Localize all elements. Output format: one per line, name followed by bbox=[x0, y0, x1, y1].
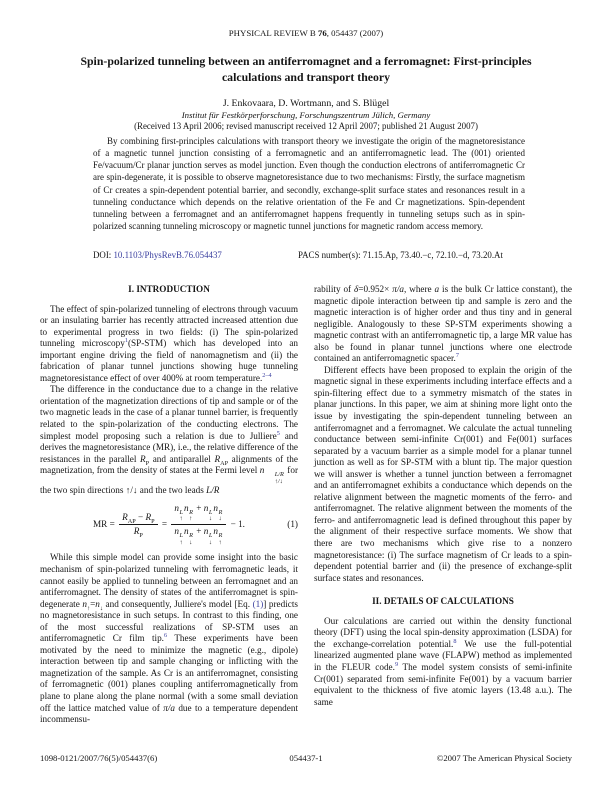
paper-title-line-2: calculations and transport theory bbox=[221, 69, 391, 84]
doi-link[interactable]: 10.1103/PhysRevB.76.054437 bbox=[113, 250, 222, 260]
sup-sub-stack: R ↑ bbox=[189, 508, 193, 523]
equation-number: (1) bbox=[287, 518, 298, 529]
reference-link[interactable]: (1) bbox=[252, 598, 264, 609]
reference-link[interactable]: 8 bbox=[453, 637, 457, 645]
sup-sub-stack: L ↓ bbox=[208, 508, 213, 523]
paragraph-intro-1: The effect of spin-polarized tunneling of electrons through vacuum or an insulating barrier has recently attracted increased attention due to experimental progress in two fields: (i) The spin-polarized tunneling microscopy$^1$(SP-STM) which has developed into an important engine driving the field of nanomagnetism and (ii) the fabrication of planar tunnel junctions showing huge tunneling magnetoresistance effect of over 400% at room temperature.$^{2-4}$ bbox=[40, 303, 298, 383]
doi-line bbox=[93, 250, 222, 260]
copyright-notice: ©2007 The American Physical Society bbox=[436, 753, 572, 763]
pacs-numbers: PACS number(s): 71.15.Ap, 73.40.−c, 72.10.−d, 73.20.At bbox=[298, 250, 503, 260]
body-columns bbox=[40, 284, 572, 726]
section-heading-details: II. DETAILS OF CALCULATIONS bbox=[372, 596, 514, 607]
paragraph-intro-2: The difference in the conductance due to a change in the relative orientation of the magnetization directions of tip and sample or of the two magnetic leads in the case of a planar tunnel barrier, is frequently related to the spin-polarization of the conducting electrons. The simplest model proposing such a relation is due to Julliere$^5$ and derives the magnetoresistance (MR), i.e., the relative difference of the resistances in the parallel $R_P$ and antiparallel $R_{AP}$ alignments of the magnetization, from the density of states at the Fermi level n L/R ↑/↓ for the two spin directions ↑/↓ and the two leads L/R bbox=[40, 384, 299, 496]
paper-title-line-1: Spin-polarized tunneling between an antiferromagnet and a ferromagnet: First-principles bbox=[80, 54, 532, 68]
reference-link[interactable]: 5 bbox=[276, 429, 280, 437]
doi-label: DOI: bbox=[93, 250, 114, 260]
abstract: By combining first-principles calculations with transport theory we investigate the origin of the magnetoresistance of a magnetic tunnel junction consisting of a ferromagnetic and an antiferromagnetic lead. The (001) oriented Fe/vacuum/Cr planar junction serves as model junction. Even though the conduction electrons of antiferromagnetic Cr are spin-degenerate, it is possible to observe magnetoresistance due to two mechanisms: Firstly, the surface magnetism of Cr creates a spin-dependent potential barrier, and secondly, exchange-split surface states and resonances result in a tunneling conductance which depends on the relative orientation of the Fe and Cr magnetizations. Spin-dependent tunneling between a ferromagnet and an antiferromagnet happens frequently in tunneling setups such as in spin-polarized scanning tunneling microscopy or magnetic tunnel junctions for magnetic random access memory. bbox=[93, 136, 525, 232]
journal-header: PHYSICAL REVIEW B 76, 054437 (2007) bbox=[228, 28, 384, 38]
paragraph-details-1: Our calculations are carried out within the density functional theory (DFT) using the local spin-density approximation (LSDA) for the exchange-correlation potential.$^8$ We use the full-potential linearized augmented plane wave (FLAPW) method as implemented in the FLEUR code.$^9$ The model system consists of semi-infinite Cr(001) separated from semi-infinite Fe(001) by a vacuum barrier equivalent to the thickness of five atomic layers (13.48 a.u.). The same bbox=[314, 615, 572, 707]
sup-sub-stack: L/R ↑/↓ bbox=[274, 470, 284, 485]
sup-sub-stack: L ↑ bbox=[179, 508, 183, 523]
fraction: n L ↑ n R ↑ + n L ↓ n R ↓ n L ↑ n R ↓ + n L ↓ n R ↑ bbox=[171, 503, 226, 546]
paragraph-intro-3-continued: rability of δ=0.952× π/a, where a is the bulk Cr lattice constant), the magnetic dipole interaction between tip and sample is zero and the magnetic interaction is of higher order and thus tiny and in general negligible. Analogously to these SP-STM experiments showing a magnetic contrast with an antiferromagnetic tip, a large MR value has also be found in planar tunnel junctions where one electrode contained an antiferromagnetic spacer.$^7$ bbox=[314, 284, 572, 364]
sup-sub-stack: R ↓ bbox=[189, 531, 193, 546]
issn-code: 1098-0121/2007/76(5)/054437(6) bbox=[40, 753, 158, 763]
reference-link[interactable]: 9 bbox=[394, 660, 399, 668]
reference-link[interactable]: 6 bbox=[163, 632, 168, 640]
left-column bbox=[40, 284, 298, 726]
paragraph-intro-3: While this simple model can provide some insight into the basic mechanism of spin-polarized tunneling with ferromagnetic leads, it cannot easily be applied to tunneling between an ferromagnet and an antiferromagnet. The density of states of the antiferromagnet is spin-degenerate $n_↑=n_↓$ and consequently, Julliere's model [Eq. (1)] predicts no magnetoresistance in such setups. In contrast to this finding, one of the most successful realizations of SP-STM uses an antiferromagnetic Cr film tip.$^6$ These experiments have been motivated by the need to minimize the magnetic (e.g., dipole) interaction between tip and sample changing or inflicting with the magnetization of the sample. As Cr is an antiferromagnet, consisting of ferromagnetic (001) planes coupling antiferromagnetically from plane to plane along the plane normal (with a some small deviation off the lattice matched value of π/a due to a temperature dependent incommensu- bbox=[40, 552, 299, 725]
sup-sub-stack: R ↑ bbox=[218, 531, 223, 546]
reference-link[interactable]: 7 bbox=[455, 352, 459, 360]
section-heading-introduction: I. INTRODUCTION bbox=[128, 284, 210, 294]
fraction: $\frac{R_{AP} - R_P}{R_P}$ bbox=[119, 512, 158, 537]
sup-sub-stack: L ↓ bbox=[208, 531, 213, 546]
reference-link[interactable]: 1 bbox=[124, 337, 128, 345]
sup-sub-stack: L ↑ bbox=[179, 531, 183, 546]
equation-body: MR = $\frac{R_{AP} - R_P}{R_P}$ = n L ↑ n R ↑ + n L ↓ n R ↓ n L ↑ n R ↓ + n L ↓ n R ↑ − 1. bbox=[93, 502, 245, 546]
received-line: (Received 13 April 2006; revised manuscript received 12 April 2007; published 21 August 2007) bbox=[134, 121, 478, 131]
authors-line: J. Enkovaara, D. Wortmann, and S. Blügel bbox=[222, 98, 390, 109]
paper-title bbox=[40, 54, 572, 85]
reference-link[interactable]: 2–4 bbox=[262, 371, 272, 379]
affiliation-line: Institut für Festkörperforschung, Forschungszentrum Jülich, Germany bbox=[181, 110, 431, 120]
paragraph-intro-4: Different effects have been proposed to explain the origin of the magnetic signal in these experiments including interface effects and a spin-filtering effect due to a symmetry mismatch of the states in planar junctions. In this paper, we aim at shining more light onto the issue by investigating the spin-dependent tunneling between an antiferromagnet and a ferromagnet. We calculate the actual tunneling conductance between semi-infinite Cr(001) and Fe(001) surfaces separated by a vacuum barrier as a simple model for a planar tunnel junction as well as for SP-STM with a blunt tip. The major question we will answer is whether a tunnel junction between a ferromagnet and an antiferromagnet exhibits a conductance which depends on the relative alignment between the magnetic moments of the ferro- and antiferromagnet. The relative alignment between the moments of the ferro- and antiferromagnetic lead is defined throughout this paper by the alignment of their respective surface moments. We show that there are two mechanisms which give rise to a nonzero magnetoresistance: (i) The surface magnetism of Cr leads to a spin-dependent potential barrier and (ii) the presence of exchange-split surface states and resonances. bbox=[314, 364, 572, 583]
page-footer bbox=[40, 753, 572, 765]
page-number: 054437-1 bbox=[289, 753, 323, 763]
doi-pacs-line bbox=[93, 250, 525, 260]
sup-sub-stack: R ↓ bbox=[218, 508, 223, 523]
equation-1 bbox=[40, 503, 298, 546]
right-column bbox=[314, 284, 572, 726]
